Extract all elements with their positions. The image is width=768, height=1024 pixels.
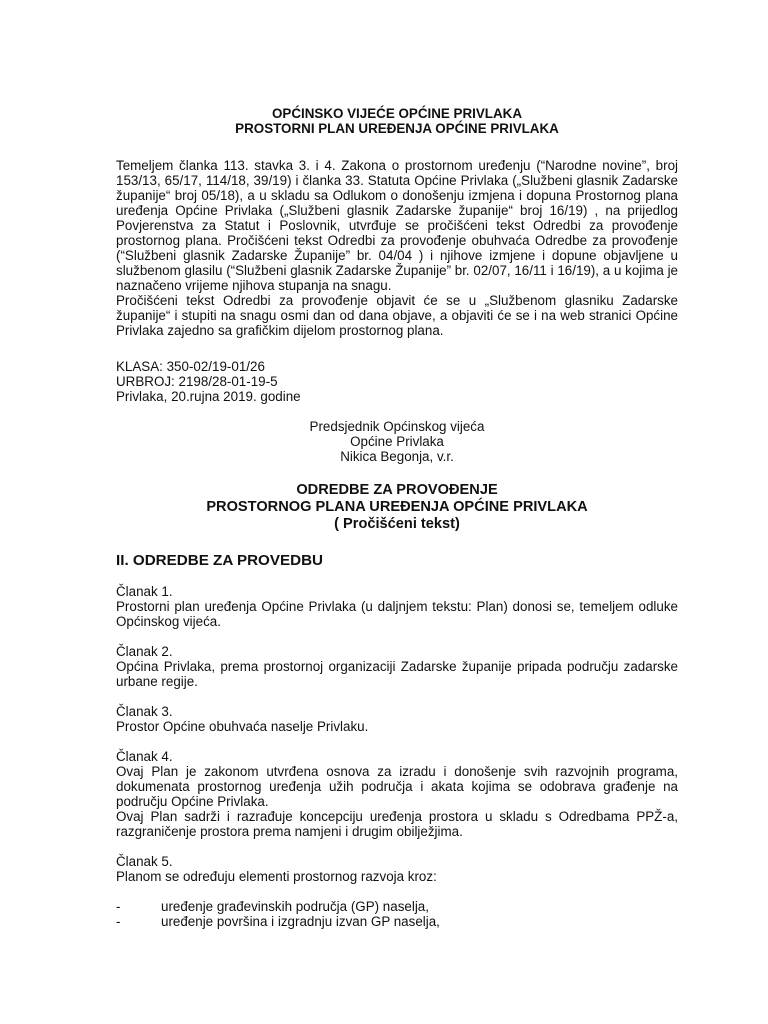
article-heading: Članak 4. [116,749,173,764]
article-text: Prostorni plan uređenja Općine Privlaka (u daljnjem tekstu: Plan) donosi se, temeljem odluke Općinskog vijeća. [116,599,678,629]
article-text: Planom se određuju elementi prostornog razvoja kroz: [116,869,437,884]
article-heading: Članak 2. [116,644,173,659]
doc-title-1: ODREDBE ZA PROVOĐENJE [296,482,498,498]
doc-title-2: PROSTORNOG PLANA UREĐENJA OPĆINE PRIVLAKA [206,499,588,515]
list-item-text: uređenje površina i izgradnju izvan GP naselja, [161,914,440,929]
intro-paragraph-2: Pročišćeni tekst Odredbi za provođenje objavit će se u „Službenom glasniku Zadarske županije“ i stupiti na snagu osmi dan od dana objave, a objaviti će se i na web stranici Općine Privlaka zajedno sa grafičkim dijelom prostornog plana. [116,293,678,338]
signature-role: Predsjednik Općinskog vijeća [309,419,485,434]
list-item-text: uređenje građevinskih područja (GP) naselja, [161,899,429,914]
urbroj: URBROJ: 2198/28-01-19-5 [116,374,278,389]
klasa: KLASA: 350-02/19-01/26 [116,359,265,374]
article-text: Ovaj Plan je zakonom utvrđena osnova za izradu i donošenje svih razvojnih programa, dokumenata prostornog uređenja užih područja i akata kojima se odobrava građenje na području Općine Privlaka. [116,764,678,809]
article-3 [116,704,678,734]
article-5 [116,854,678,929]
article-2 [116,644,678,689]
header-plan: PROSTORNI PLAN UREĐENJA OPĆINE PRIVLAKA [235,121,559,136]
signature-body: Općine Privlaka [350,434,444,449]
article-heading: Članak 1. [116,584,173,599]
list-item [116,899,678,914]
article-text: Prostor Općine obuhvaća naselje Privlaku. [116,719,369,734]
article-text: Općina Privlaka, prema prostornoj organizaciji Zadarske županije pripada području zadarske urbane regije. [116,659,678,689]
doc-title-3: ( Pročišćeni tekst) [334,516,460,532]
place-date: Privlaka, 20.rujna 2019. godine [116,389,301,404]
article-heading: Članak 3. [116,704,173,719]
list-item [116,914,678,929]
signature-name: Nikica Begonja, v.r. [340,449,454,464]
section-heading: II. ODREDBE ZA PROVEDBU [116,552,324,569]
article-4 [116,749,678,839]
intro-paragraph-1: Temeljem članka 113. stavka 3. i 4. Zakona o prostornom uređenju (“Narodne novine”, broj 153/13, 65/17, 114/18, 39/19) i članka 33. Statuta Općine Privlaka („Službeni glasnik Zadarske županije“ broj 05/18), a u skladu sa Odlukom o donošenju izmjena i dopuna Prostornog plana uređenja Općine Privlaka („Službeni glasnik Zadarske županije“ broj 16/19) , na prijedlog Povjerenstva za Statut i Poslovnik, utvrđuje se pročišćeni tekst Odredbi za provođenje prostornog plana. Pročišćeni tekst Odredbi za provođenje obuhvaća Odredbe za provođenje (“Službeni glasnik Zadarske Županije” br. 04/04 ) i njihove izmjene i dopune objavljene u službenom glasilu (“Službeni glasnik Zadarske Županije” br. 02/07, 16/11 i 16/19), a u kojima je naznačeno vrijeme njihova stupanja na snagu. [116,158,678,293]
list-dash: - [116,914,121,929]
article-text-2: Ovaj Plan sadrži i razrađuje koncepciju uređenja prostora u skladu s Odredbama PPŽ-a, razgraničenje prostora prema namjeni i drugim obilježjima. [116,809,678,839]
list-dash: - [116,899,121,914]
article-heading: Članak 5. [116,854,173,869]
header-council: OPĆINSKO VIJEĆE OPĆINE PRIVLAKA [271,106,522,121]
document-page [116,106,678,944]
article-1 [116,584,678,629]
